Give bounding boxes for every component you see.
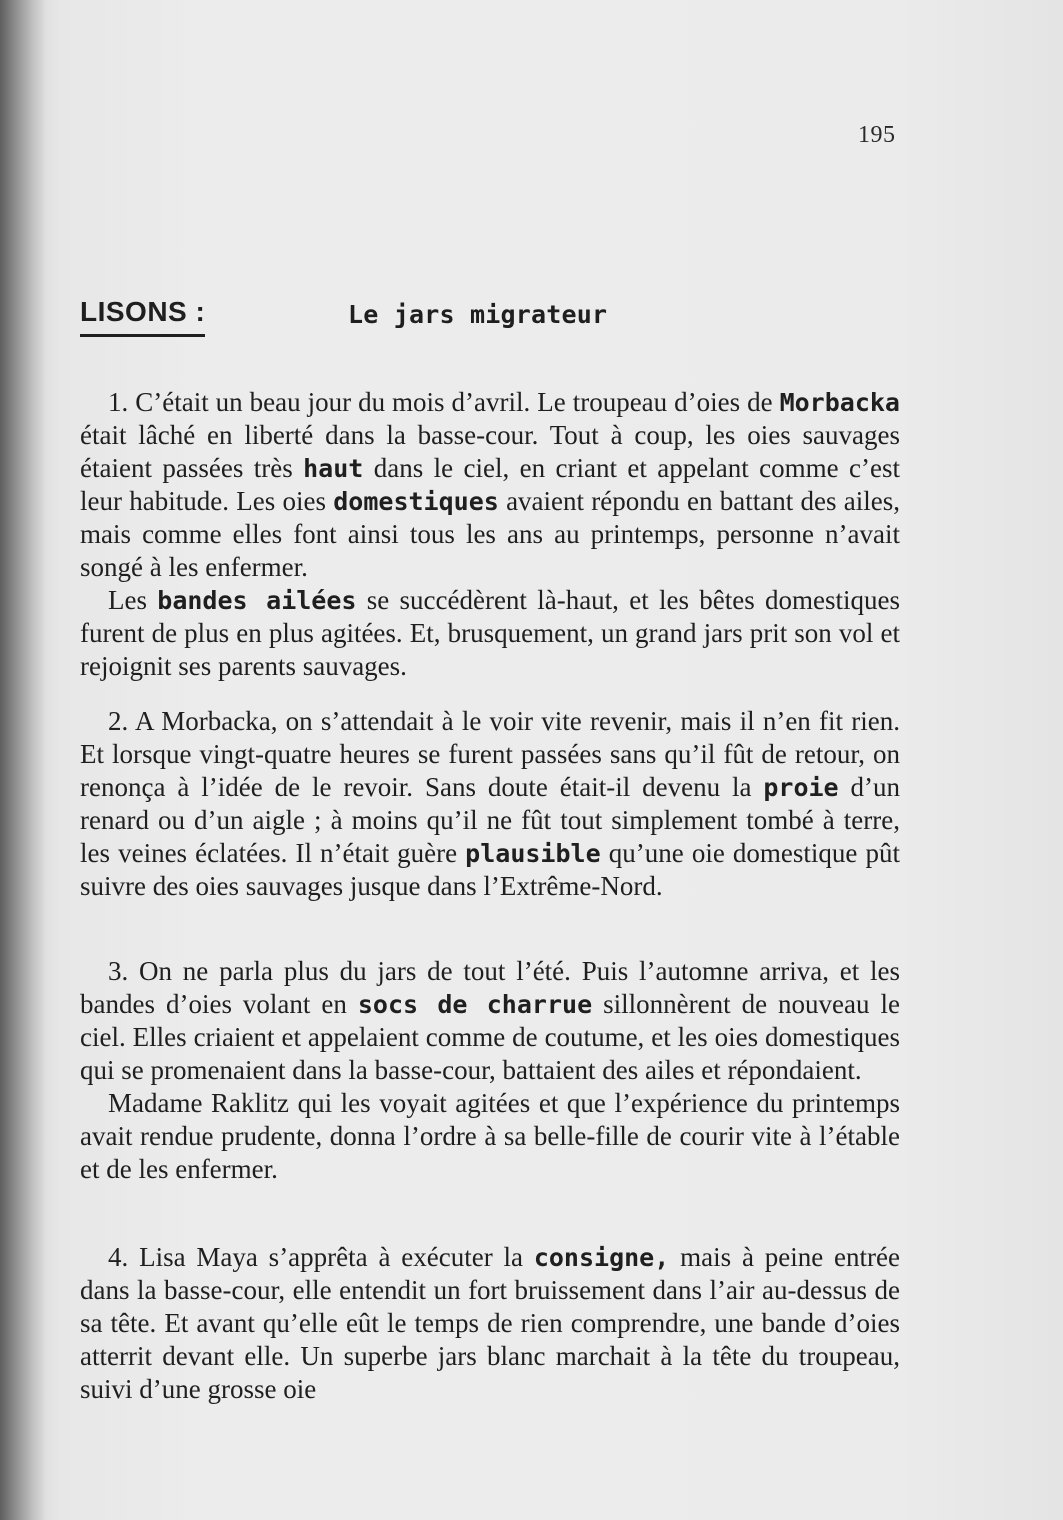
bold-term: proie bbox=[763, 773, 839, 802]
paragraph bbox=[80, 584, 900, 683]
text-run: 3. On ne parla plus du jars de tout l’été. Puis l’automne arriva, et les bandes d’oies volant en bbox=[80, 956, 900, 1019]
text-run: 2. A Morbacka, on s’attendait à le voir vite revenir, mais il n’en fit rien. Et lorsque vingt-quatre heures se furent passées sans qu’il fût de retour, on renonça à l’idée de le revoir. Sans doute était-il devenu la bbox=[80, 706, 900, 802]
text-run: avaient répondu en battant des ailes, mais comme elles font ainsi tous les ans au printemps, personne n’avait songé à les enfermer. bbox=[80, 486, 900, 582]
section-label: LISONS : bbox=[80, 296, 205, 337]
bold-term: haut bbox=[303, 454, 364, 483]
text-run: était lâché en liberté dans la basse-cour. Tout à coup, les oies sauvages étaient passées très bbox=[80, 420, 900, 483]
text-run: se succédèrent là-haut, et les bêtes domestiques furent de plus en plus agitées. Et, brusquement, un grand jars prit son vol et rejoignit ses parents sauvages. bbox=[80, 585, 900, 681]
bold-term: socs de charrue bbox=[357, 990, 593, 1019]
text-run: dans le ciel, en criant et appelant comme c’est leur habitude. Les oies bbox=[80, 453, 900, 516]
text-run: 4. Lisa Maya s’apprêta à exécuter la bbox=[108, 1242, 534, 1272]
text-section-3 bbox=[80, 955, 900, 1186]
paragraph bbox=[80, 955, 900, 1087]
bold-term: Morbacka bbox=[779, 388, 900, 417]
text-run: 1. C’était un beau jour du mois d’avril. Le troupeau d’oies de bbox=[108, 387, 780, 417]
paragraph bbox=[80, 705, 900, 903]
text-run: Les bbox=[108, 585, 158, 615]
bold-term: domestiques bbox=[333, 487, 499, 516]
bold-term: plausible bbox=[465, 839, 601, 868]
spine-shadow bbox=[0, 0, 46, 1520]
text-run: d’un renard ou d’un aigle ; à moins qu’il ne fût tout simplement tombé à terre, les veines éclatées. Il n’était guère bbox=[80, 772, 900, 868]
text-run: qu’une oie domestique pût suivre des oies sauvages jusque dans l’Extrême-Nord. bbox=[80, 838, 900, 901]
bold-term: consigne, bbox=[533, 1243, 670, 1272]
page-number: 195 bbox=[858, 122, 896, 148]
paragraph bbox=[80, 1241, 900, 1406]
section-title: Le jars migrateur bbox=[348, 300, 608, 329]
text-run: Madame Raklitz qui les voyait agitées et que l’expérience du printemps avait rendue prudente, donna l’ordre à sa belle-fille de courir vite à l’étable et de les enfermer. bbox=[80, 1088, 900, 1184]
paragraph bbox=[80, 386, 900, 584]
text-section-1 bbox=[80, 386, 900, 683]
text-run: sillonnèrent de nouveau le ciel. Elles criaient et appelaient comme de coutume, et les oies domestiques qui se promenaient dans la basse-cour, battaient des ailes et répondaient. bbox=[80, 989, 900, 1085]
paragraph bbox=[80, 1087, 900, 1186]
bold-term: bandes ailées bbox=[157, 586, 357, 615]
text-section-4 bbox=[80, 1241, 900, 1406]
text-section-2 bbox=[80, 705, 900, 903]
text-run: mais à peine entrée dans la basse-cour, elle entendit un fort bruissement dans l’air au-dessus de sa tête. Et avant qu’elle eût le temps de rien comprendre, une bande d’oies atterrit devant elle. Un superbe jars blanc marchait à la tête du troupeau, suivi d’une grosse oie bbox=[80, 1242, 900, 1404]
